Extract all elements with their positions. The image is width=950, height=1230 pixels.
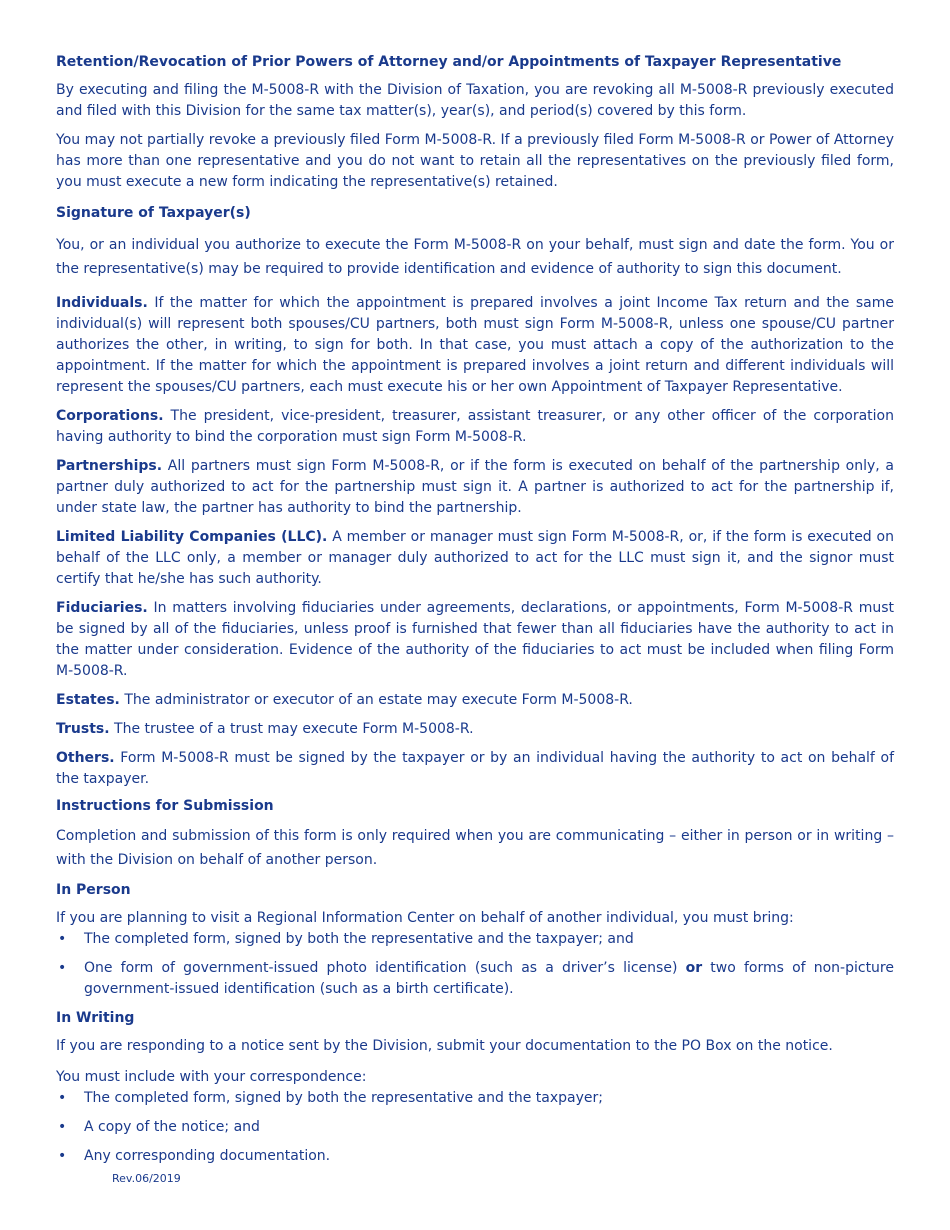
signature-heading: Signature of Taxpayer(s) xyxy=(56,205,251,221)
llc-text: A member or manager must sign Form M-5008-R, or, if the form is executed on behalf of the LLC only, a member or manager duly authorized to act for the LLC must sign it, and the signor must certify that he/she has such authority. xyxy=(56,529,894,587)
fiduciaries-paragraph xyxy=(56,598,894,682)
fiduciaries-label: Fiduciaries. xyxy=(56,600,148,616)
others-paragraph xyxy=(56,748,894,790)
individuals-label: Individuals. xyxy=(56,295,148,311)
trusts-paragraph xyxy=(56,719,894,740)
in-person-paragraph: If you are planning to visit a Regional Information Center on behalf of another individual, you must bring: xyxy=(56,910,794,926)
list-item xyxy=(56,1088,894,1109)
in-person-list xyxy=(56,929,894,1000)
submission-heading: Instructions for Submission xyxy=(56,798,274,814)
bullet-icon: • xyxy=(58,1148,67,1164)
fiduciaries-text: In matters involving fiduciaries under agreements, declarations, or appointments, Form M-5008-R must be signed by all of the fiduciaries, unless proof is furnished that fewer than all fiduciaries have the authority to act in the matter under consideration. Evidence of the authority of the fiduciaries to act must be included when filing Form M-5008-R. xyxy=(56,600,894,679)
others-text: Form M-5008-R must be signed by the taxpayer or by an individual having the authority to act on behalf of the taxpayer. xyxy=(56,750,894,787)
list-item-text: One form of government-issued photo identification (such as a driver’s license) xyxy=(84,960,686,976)
in-writing-paragraph-1: If you are responding to a notice sent by the Division, submit your documentation to the PO Box on the notice. xyxy=(56,1038,833,1054)
list-item xyxy=(56,929,894,950)
estates-label: Estates. xyxy=(56,692,120,708)
retention-heading: Retention/Revocation of Prior Powers of Attorney and/or Appointments of Taxpayer Representative xyxy=(56,54,842,70)
partnerships-paragraph xyxy=(56,456,894,519)
list-item xyxy=(56,958,894,1000)
bullet-icon: • xyxy=(58,960,67,976)
instructions-body xyxy=(56,52,894,1167)
bullet-icon: • xyxy=(58,1119,67,1135)
revision-label: Rev.06/2019 xyxy=(112,1172,181,1185)
partnerships-label: Partnerships. xyxy=(56,458,163,474)
list-item-text: Any corresponding documentation. xyxy=(84,1148,331,1164)
or-emphasis: or xyxy=(685,960,703,976)
in-writing-heading: In Writing xyxy=(56,1010,135,1026)
individuals-paragraph xyxy=(56,293,894,398)
corporations-text: The president, vice-president, treasurer, assistant treasurer, or any other officer of the corporation having authority to bind the corporation must sign Form M-5008-R. xyxy=(56,408,894,445)
list-item-text-continued: two forms of non-picture government-issued identification (such as a birth certificate). xyxy=(84,960,894,997)
list-item xyxy=(56,1117,894,1138)
estates-paragraph xyxy=(56,690,894,711)
corporations-paragraph xyxy=(56,406,894,448)
corporations-label: Corporations. xyxy=(56,408,164,424)
retention-paragraph-1: By executing and filing the M-5008-R with the Division of Taxation, you are revoking all M-5008-R previously executed and filed with this Division for the same tax matter(s), year(s), and period(s) covered by this form. xyxy=(56,82,894,119)
individuals-text: If the matter for which the appointment is prepared involves a joint Income Tax return and the same individual(s) will represent both spouses/CU partners, both must sign Form M-5008-R, unless one spouse/CU partner authorizes the other, in writing, to sign for both. In that case, you must attach a copy of the authorization to the appointment. If the matter for which the appointment is prepared involves a joint return and different individuals will represent the spouses/CU partners, each must execute his or her own Appointment of Taxpayer Representative. xyxy=(56,295,894,395)
in-person-heading: In Person xyxy=(56,882,131,898)
bullet-icon: • xyxy=(58,931,67,947)
in-writing-list xyxy=(56,1088,894,1167)
partnerships-text: All partners must sign Form M-5008-R, or if the form is executed on behalf of the partnership only, a partner duly authorized to act for the partnership must sign it. A partner is authorized to act for the partnership if, under state law, the partner has authority to bind the partnership. xyxy=(56,458,894,516)
estates-text: The administrator or executor of an estate may execute Form M-5008-R. xyxy=(119,692,633,708)
llc-paragraph xyxy=(56,527,894,590)
submission-paragraph: Completion and submission of this form is only required when you are communicating – either in person or in writing – with the Division on behalf of another person. xyxy=(56,828,894,868)
list-item-text: A copy of the notice; and xyxy=(84,1119,260,1135)
bullet-icon: • xyxy=(58,1090,67,1106)
in-writing-paragraph-2: You must include with your correspondence: xyxy=(56,1069,367,1085)
signature-paragraph: You, or an individual you authorize to execute the Form M-5008-R on your behalf, must sign and date the form. You or the representative(s) may be required to provide identification and evidence of authority to sign this document. xyxy=(56,237,894,277)
others-label: Others. xyxy=(56,750,115,766)
llc-label: Limited Liability Companies (LLC). xyxy=(56,529,328,545)
list-item-text: The completed form, signed by both the representative and the taxpayer; xyxy=(84,1090,603,1106)
list-item xyxy=(56,1146,894,1167)
list-item-text: The completed form, signed by both the representative and the taxpayer; and xyxy=(84,931,634,947)
trusts-text: The trustee of a trust may execute Form M-5008-R. xyxy=(109,721,474,737)
trusts-label: Trusts. xyxy=(56,721,110,737)
retention-paragraph-2: You may not partially revoke a previously filed Form M-5008-R. If a previously filed Form M-5008-R or Power of Attorney has more than one representative and you do not want to retain all the representatives on the previously filed form, you must execute a new form indicating the representative(s) retained. xyxy=(56,132,894,190)
